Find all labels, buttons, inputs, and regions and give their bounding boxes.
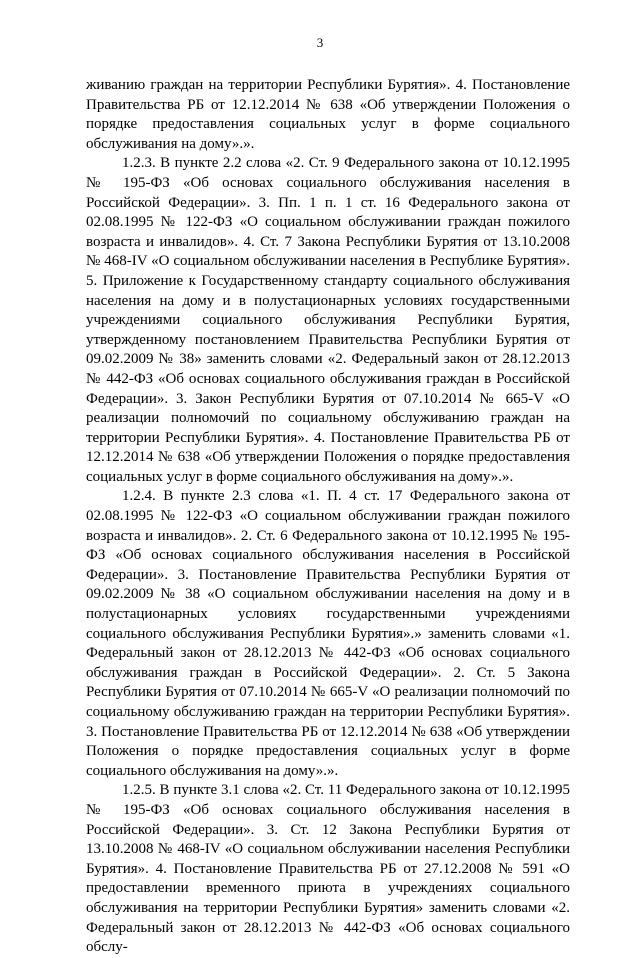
paragraph-1-2-5: 1.2.5. В пункте 3.1 слова «2. Ст. 11 Федерального закона от 10.12.1995 № 195-ФЗ «Об основах социального обслуживания населения в Российской Федерации». 3. Ст. 12 Закона Республики Бурятия от 13.10.2008 № 468-IV «О социальном обслуживании населения Республики Бурятия». 4. Постановление Правительства РБ от 27.12.2008 № 591 «О предоставлении временного приюта в учреждениях социального обслуживания на территории Республики Бурятия» заменить словами «2. Федеральный закон от 28.12.2013 № 442-ФЗ «Об основах социального обслу- [86,782,570,956]
page-number: 3 [316,35,324,50]
paragraph-1-2-3: 1.2.3. В пункте 2.2 слова «2. Ст. 9 Федерального закона от 10.12.1995 № 195-ФЗ «Об основах социального обслуживания населения в Российской Федерации». 3. Пп. 1 п. 1 ст. 16 Федерального закона от 02.08.1995 № 122-ФЗ «О социальном обслуживании граждан пожилого возраста и инвалидов». 4. Ст. 7 Закона Республики Бурятия от 13.10.2008 № 468-IV «О социальном обслуживании населения в Республике Бурятия». 5. Приложение к Государственному стандарту социального обслуживания населения на дому и в полустационарных условиях государственными учреждениями социального обслуживания Республики Бурятия, утвержденному постановлением Правительства Республики Бурятия от 09.02.2009 № 38» заменить словами «2. Федеральный закон от 28.12.2013 № 442-ФЗ «Об основах социального обслуживания граждан в Российской Федерации». 3. Закон Республики Бурятия от 07.10.2014 № 665-V «О реализации полномочий по социальному обслуживанию граждан на территории Республики Бурятия». 4. Постановление Правительства РБ от 12.12.2014 № 638 «Об утверждении Положения о порядке предоставления социальных услуг в форме социального обслуживания на дому».». [86,155,570,485]
paragraph-1-2-4: 1.2.4. В пункте 2.3 слова «1. П. 4 ст. 17 Федерального закона от 02.08.1995 № 122-ФЗ «О социальном обслуживании граждан пожилого возраста и инвалидов». 2. Ст. 6 Федерального закона от 10.12.1995 № 195-ФЗ «Об основах социального обслуживания населения в Российской Федерации». 3. Постановление Правительства Республики Бурятия от 09.02.2009 № 38 «О социальном обслуживании населения на дому и в полустационарных условиях государственными учреждениями социального обслуживания Республики Бурятия».» заменить словами «1. Федеральный закон от 28.12.2013 № 442-ФЗ «Об основах социального обслуживания граждан в Российской Федерации». 2. Ст. 5 Закона Республики Бурятия от 07.10.2014 № 665-V «О реализации полномочий по социальному обслуживанию граждан на территории Республики Бурятия». 3. Постановление Правительства РБ от 12.12.2014 № 638 «Об утверждении Положения о порядке предоставления социальных услуг в форме социального обслуживания на дому».». [86,488,570,779]
paragraph-continuation: живанию граждан на территории Республики Бурятия». 4. Постановление Правительства РБ от 12.12.2014 № 638 «Об утверждении Положения о порядке предоставления социальных услуг в форме социального обслуживания на дому».». [86,77,570,152]
document-body [86,76,570,958]
